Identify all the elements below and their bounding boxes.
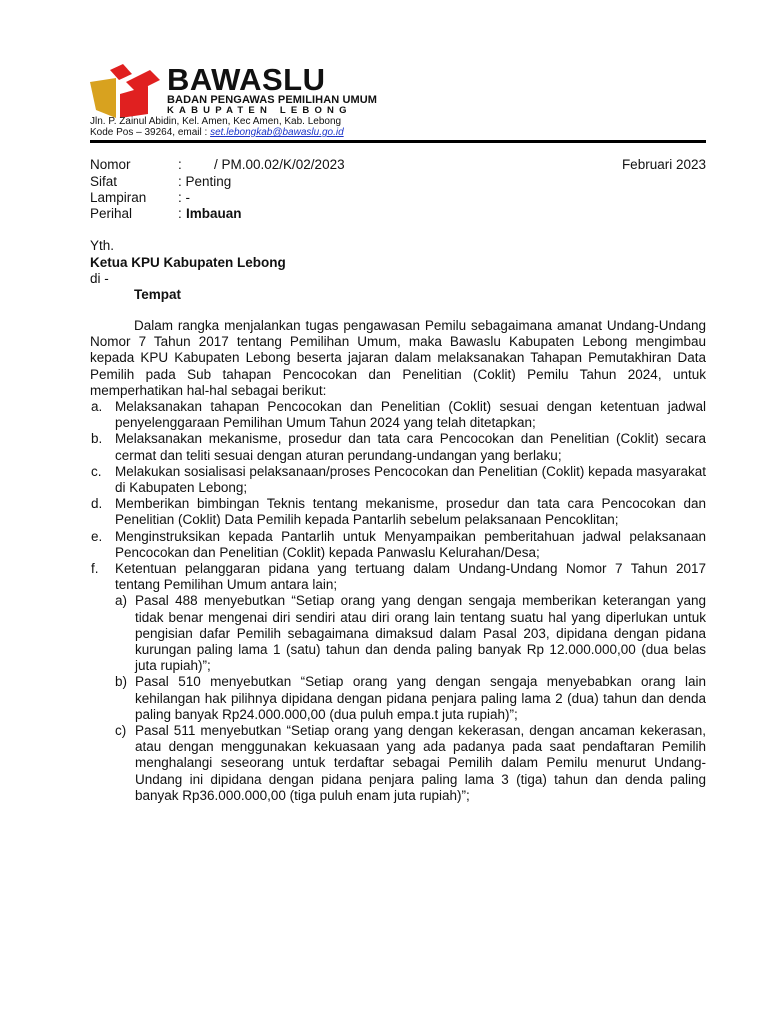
recipient: Ketua KPU Kabupaten Lebong xyxy=(90,255,286,270)
intro-paragraph: Dalam rangka menjalankan tugas pengawasan Pemilu sebagaimana amanat Undang-Undang Nomor 7 Tahun 2017 tentang Pemilihan Umum, maka Bawaslu Kabupaten Lebong mengimbau kepada KPU Kabupaten Lebong beserta jajaran dalam melaksanakan Tahapan Pemutakhiran Data Pemilih pada Sub tahapan Pencocokan dan Penelitian (Coklit) Pemilu Tahun 2024, untuk memperhatikan hal-hal sebagai berikut: xyxy=(90,318,706,398)
place: Tempat xyxy=(134,287,182,302)
sublist-item xyxy=(115,593,706,674)
sublist-marker: c) xyxy=(115,723,127,739)
list-item xyxy=(90,431,706,463)
list-marker: f. xyxy=(91,561,99,577)
lampiran-label: Lampiran xyxy=(90,190,147,205)
sublist-item xyxy=(115,674,706,723)
list-item-text: Melaksanakan mekanisme, prosedur dan tata cara Pencocokan dan Penelitian (Coklit) secara cermat dan teliti sesuai dengan aturan perundang-undangan yang berlaku; xyxy=(115,431,706,463)
list-marker: a. xyxy=(91,399,103,414)
letter-date: Februari 2023 xyxy=(621,157,706,172)
perihal-colon: : xyxy=(178,206,182,221)
list-item-text: Ketentuan pelanggaran pidana yang tertuang dalam Undang-Undang Nomor 7 Tahun 2017 tentang Pemilihan Umum antara lain; xyxy=(115,561,706,593)
list-marker: b. xyxy=(91,431,103,447)
postal-code: Kode Pos – 39264, email : xyxy=(90,127,211,138)
list-item-text: Memberikan bimbingan Teknis tentang mekanisme, prosedur dan tata cara Pencocokan dan Penelitian (Coklit) Data Pemilih kepada Pantarlih sebelum pelaksanaan Pencoklitan; xyxy=(115,496,706,528)
nomor-colon: : xyxy=(178,157,182,172)
list-item xyxy=(90,561,706,804)
perihal-label: Perihal xyxy=(90,206,133,221)
list-item-text: Melakukan sosialisasi pelaksanaan/proses Pencocokan dan Penelitian (Coklit) kepada masyarakat di Kabupaten Lebong; xyxy=(115,463,706,496)
list-marker: c. xyxy=(91,463,102,479)
perihal-value: Imbauan xyxy=(186,206,242,221)
sublist-item-text: Pasal 488 menyebutkan “Setiap orang yang dengan sengaja memberikan keterangan yang tidak benar mengenai diri sendiri atau diri orang lain tentang suatu hal yang diperlukan untuk pengisian dafar Pemilih sebagaimana dimaksud dalam Pasal 203, dipidana dengan pidana kurungan paling lama 1 (satu) tahun dan denda paling banyak Rp 12.000.000,00 (dua belas juta rupiah)”; xyxy=(135,593,706,674)
nomor-value: / PM.00.02/K/02/2023 xyxy=(214,157,345,172)
list-item-text: Menginstruksikan kepada Pantarlih untuk Menyampaikan pemberitahuan jadwal pelaksanaan Pencocokan dan Penelitian (Coklit) kepada Panwaslu Kelurahan/Desa; xyxy=(115,528,706,560)
org-full-name: BADAN PENGAWAS PEMILIHAN UMUM xyxy=(167,94,378,106)
sublist-item-text: Pasal 510 menyebutkan “Setiap orang yang dengan sengaja menyebabkan orang lain kehilangan hak pilihnya dipidana dengan pidana penjara paling lama 2 (dua) tahun dan denda paling banyak Rp24.000.000,00 (dua puluh empa.t juta rupiah)”; xyxy=(135,674,706,722)
list-item xyxy=(90,399,706,431)
bawaslu-logo-icon xyxy=(90,64,164,118)
nomor-label: Nomor xyxy=(90,157,131,172)
org-name: BAWASLU xyxy=(167,62,326,97)
list-marker: e. xyxy=(91,528,103,544)
org-region: KABUPATEN LEBONG xyxy=(167,105,352,116)
sublist-marker: b) xyxy=(115,674,128,690)
letterhead-divider xyxy=(90,140,706,143)
sublist-item xyxy=(115,723,706,804)
pasal-sublist xyxy=(115,593,706,804)
list-item xyxy=(90,464,706,496)
sifat-value: : Penting xyxy=(178,174,232,189)
email-link[interactable]: set.lebongkab@bawaslu.go.id xyxy=(210,127,344,138)
list-item xyxy=(90,496,706,528)
office-address: Jln. P. Zainul Abidin, Kel. Amen, Kec Amen, Kab. Lebong xyxy=(90,116,342,127)
sublist-marker: a) xyxy=(115,593,128,609)
yth: Yth. xyxy=(90,238,115,253)
postal-email-line xyxy=(90,127,344,139)
di-line: di - xyxy=(90,271,109,286)
sifat-label: Sifat xyxy=(90,174,118,189)
sublist-item-text: Pasal 511 menyebutkan “Setiap orang yang dengan kekerasan, dengan ancaman kekerasan, atau dengan menggunakan kekuasaan yang ada padanya pada saat pendaftaran Pemilih menghalangi seseorang untuk terdaftar sebagai Pemilih dalam Pemilu menurut Undang-Undang ini dipidana dengan pidana penjara paling lama 3 (tiga) tahun dan denda paling banyak Rp36.000.000,00 (tiga puluh enam juta rupiah)”; xyxy=(135,723,706,803)
lampiran-value: : - xyxy=(178,190,190,205)
list-item xyxy=(90,529,706,561)
list-item-text: Melaksanakan tahapan Pencocokan dan Penelitian (Coklit) sesuai dengan ketentuan jadwal penyelenggaraan Pemilihan Umum Tahun 2024 yang telah ditetapkan; xyxy=(115,399,706,431)
imbauan-list xyxy=(90,399,706,804)
list-marker: d. xyxy=(91,496,103,512)
